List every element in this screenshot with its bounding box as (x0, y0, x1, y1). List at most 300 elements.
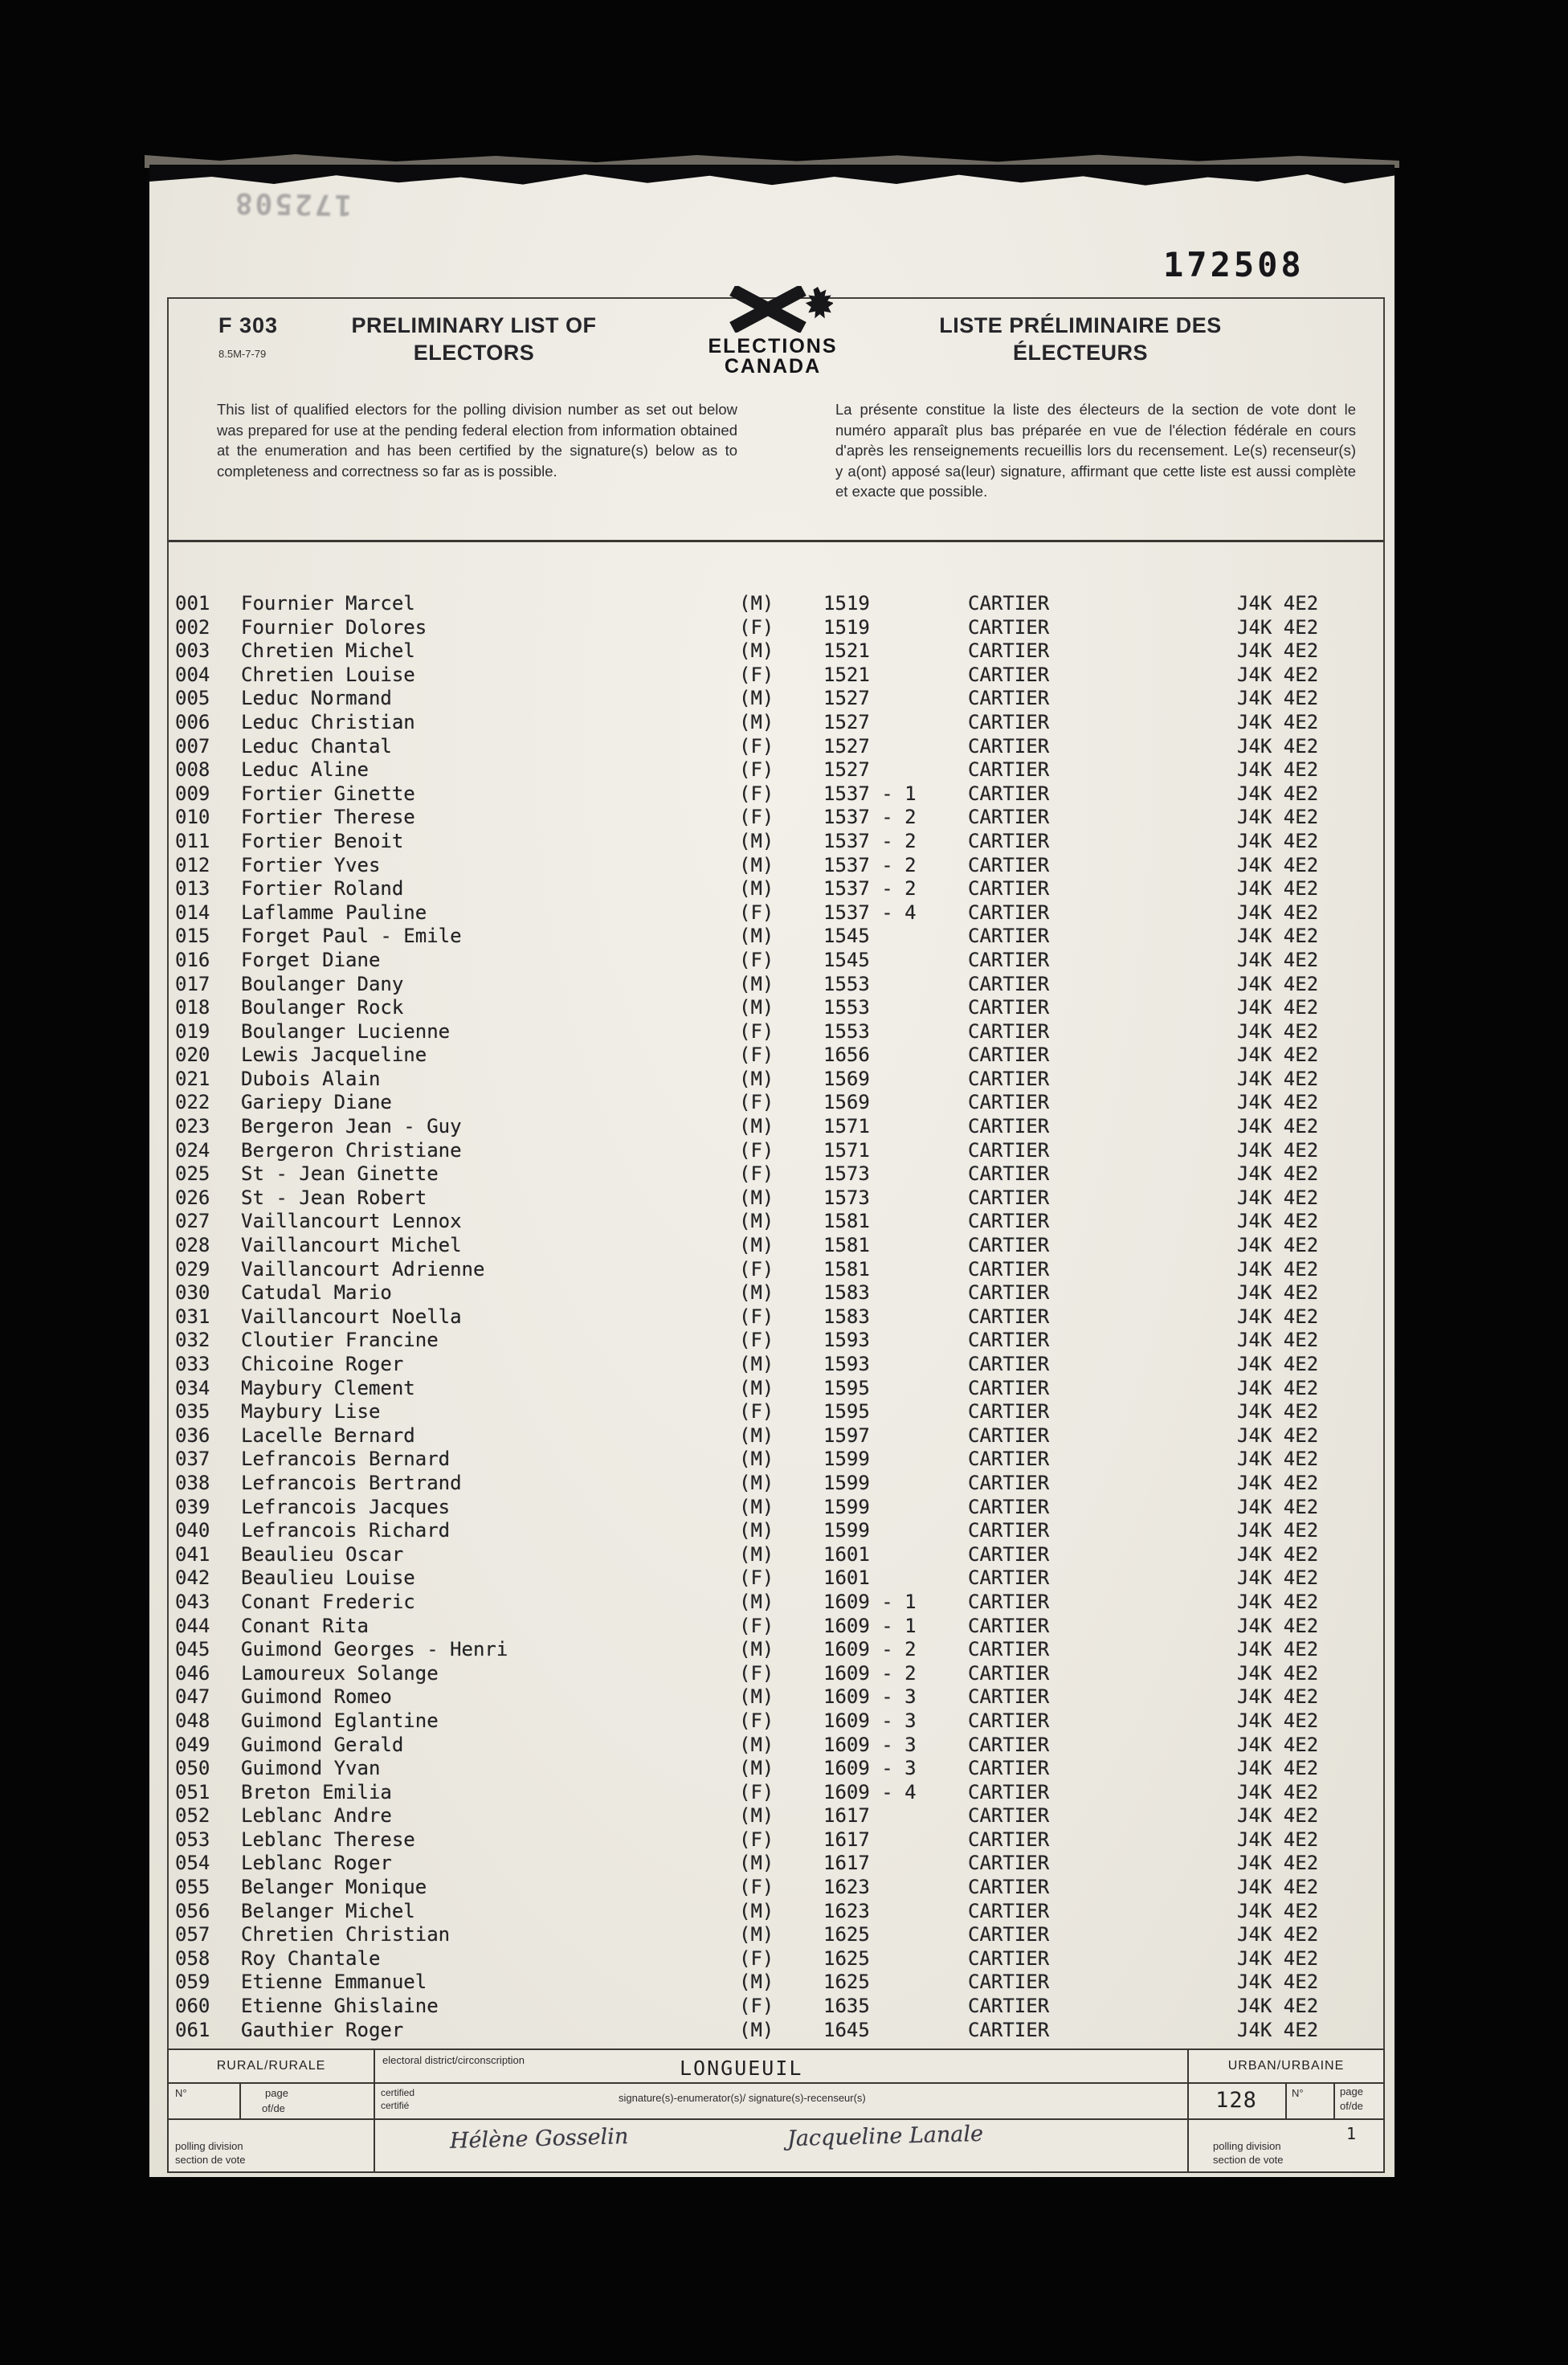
elector-sex: (M) (739, 1923, 774, 1946)
footer-certification-table (167, 2048, 1385, 2173)
elector-number: 004 (175, 663, 210, 686)
elector-number: 056 (175, 1899, 210, 1922)
elector-number: 001 (175, 592, 210, 615)
elector-number: 019 (175, 1019, 210, 1043)
elector-sex: (M) (739, 1067, 774, 1090)
elector-name: St - Jean Ginette (241, 1162, 439, 1186)
elector-civic-number: 1537 - 2 (823, 877, 917, 901)
elector-sex: (M) (739, 2018, 774, 2041)
elector-civic-number: 1569 (823, 1067, 870, 1090)
elector-name: Breton Emilia (241, 1780, 392, 1803)
elector-street: CARTIER (968, 1661, 1050, 1685)
elector-postal-code: J4K 4E2 (1237, 1400, 1319, 1423)
elector-civic-number: 1617 (823, 1828, 870, 1851)
elector-row (175, 664, 1383, 688)
elector-number: 006 (175, 710, 210, 733)
elector-name: Forget Diane (241, 948, 381, 971)
elector-street: CARTIER (968, 1876, 1050, 1899)
elector-postal-code: J4K 4E2 (1237, 1899, 1319, 1922)
elector-civic-number: 1617 (823, 1804, 870, 1828)
elector-name: Fournier Marcel (241, 592, 415, 615)
title-english-line2: ELECTORS (413, 341, 535, 365)
elector-row (175, 1472, 1383, 1496)
elector-name: Chretien Christian (241, 1923, 451, 1946)
district-value: LONGUEUIL (680, 2057, 803, 2080)
elector-number: 052 (175, 1804, 210, 1828)
elector-name: Maybury Clement (241, 1376, 415, 1399)
elector-name: Lefrancois Richard (241, 1519, 451, 1542)
elector-street: CARTIER (968, 1067, 1050, 1090)
elector-row (175, 1115, 1383, 1139)
elector-postal-code: J4K 4E2 (1237, 1661, 1319, 1685)
elector-row (175, 711, 1383, 735)
elector-sex: (M) (739, 829, 774, 852)
elector-postal-code: J4K 4E2 (1237, 1162, 1319, 1186)
elector-row (175, 1091, 1383, 1115)
elector-postal-code: J4K 4E2 (1237, 782, 1319, 805)
elector-street: CARTIER (968, 639, 1050, 663)
elector-sex: (M) (739, 1685, 774, 1709)
elector-street: CARTIER (968, 782, 1050, 805)
elector-civic-number: 1609 - 3 (823, 1757, 917, 1780)
elector-name: Fournier Dolores (241, 615, 427, 639)
elector-postal-code: J4K 4E2 (1237, 1044, 1319, 1067)
footer-divider (1333, 2082, 1335, 2118)
elector-name: Bergeron Jean - Guy (241, 1115, 462, 1138)
elector-row (175, 1543, 1383, 1567)
elector-civic-number: 1537 - 4 (823, 901, 917, 924)
elector-civic-number: 1625 (823, 1971, 870, 1994)
elector-civic-number: 1581 (823, 1234, 870, 1257)
elector-sex: (M) (739, 687, 774, 710)
elector-postal-code: J4K 4E2 (1237, 1329, 1319, 1352)
elector-sex: (F) (739, 758, 774, 782)
elector-postal-code: J4K 4E2 (1237, 1115, 1319, 1138)
elector-civic-number: 1583 (823, 1281, 870, 1305)
elector-postal-code: J4K 4E2 (1237, 687, 1319, 710)
elector-civic-number: 1527 (823, 758, 870, 782)
ofde-label-right: of/de (1340, 2100, 1363, 2112)
signature-enumerator-1: Hélène Gosselin (449, 2124, 629, 2154)
elector-name: Guimond Georges - Henri (241, 1638, 508, 1661)
elector-row (175, 1187, 1383, 1211)
elector-row (175, 639, 1383, 664)
elector-street: CARTIER (968, 1257, 1050, 1281)
elector-sex: (F) (739, 1709, 774, 1732)
elector-row (175, 1709, 1383, 1734)
elector-sex: (M) (739, 1376, 774, 1399)
elector-postal-code: J4K 4E2 (1237, 639, 1319, 663)
elector-number: 007 (175, 734, 210, 758)
elector-number: 009 (175, 782, 210, 805)
elector-street: CARTIER (968, 901, 1050, 924)
elector-postal-code: J4K 4E2 (1237, 1067, 1319, 1090)
form-print-code: 8.5M-7-79 (218, 348, 267, 360)
elector-row (175, 2019, 1383, 2043)
stamp-mirrored: 172508 (232, 186, 353, 222)
elector-name: Leduc Aline (241, 758, 369, 782)
elector-sex: (F) (739, 806, 774, 829)
elector-civic-number: 1553 (823, 996, 870, 1019)
elector-row (175, 758, 1383, 782)
elector-name: Fortier Ginette (241, 782, 415, 805)
elector-row (175, 1734, 1383, 1758)
elector-postal-code: J4K 4E2 (1237, 710, 1319, 733)
elector-row (175, 1685, 1383, 1709)
elector-street: CARTIER (968, 1305, 1050, 1328)
logo-word-canada: CANADA (724, 355, 822, 378)
elector-postal-code: J4K 4E2 (1237, 1138, 1319, 1162)
elector-sex: (F) (739, 663, 774, 686)
elector-sex: (M) (739, 1852, 774, 1875)
elector-row (175, 1353, 1383, 1377)
elector-number: 011 (175, 829, 210, 852)
elector-street: CARTIER (968, 1234, 1050, 1257)
elector-row (175, 1995, 1383, 2019)
elector-street: CARTIER (968, 1946, 1050, 1970)
elector-civic-number: 1609 - 1 (823, 1590, 917, 1613)
elector-postal-code: J4K 4E2 (1237, 1566, 1319, 1590)
elector-postal-code: J4K 4E2 (1237, 1876, 1319, 1899)
elector-number: 061 (175, 2018, 210, 2041)
elector-civic-number: 1527 (823, 710, 870, 733)
elector-postal-code: J4K 4E2 (1237, 1471, 1319, 1494)
elector-postal-code: J4K 4E2 (1237, 663, 1319, 686)
elector-name: Dubois Alain (241, 1067, 381, 1090)
polling-division-label-left-fr: section de vote (175, 2154, 246, 2166)
elector-number: 054 (175, 1852, 210, 1875)
elector-postal-code: J4K 4E2 (1237, 615, 1319, 639)
elector-row (175, 925, 1383, 949)
certified-label-fr: certifié (381, 2100, 410, 2111)
elector-civic-number: 1527 (823, 734, 870, 758)
elector-street: CARTIER (968, 1400, 1050, 1423)
elector-postal-code: J4K 4E2 (1237, 853, 1319, 876)
elector-name: Fortier Roland (241, 877, 404, 901)
title-french-line1: LISTE PRÉLIMINAIRE DES (939, 313, 1222, 337)
elector-postal-code: J4K 4E2 (1237, 1448, 1319, 1471)
elector-postal-code: J4K 4E2 (1237, 877, 1319, 901)
elector-number: 024 (175, 1138, 210, 1162)
elector-row (175, 1615, 1383, 1639)
elector-civic-number: 1581 (823, 1257, 870, 1281)
elector-row (175, 1305, 1383, 1330)
elector-civic-number: 1609 - 4 (823, 1780, 917, 1803)
elector-postal-code: J4K 4E2 (1237, 1305, 1319, 1328)
elector-number: 044 (175, 1614, 210, 1637)
elector-sex: (M) (739, 1423, 774, 1447)
elector-street: CARTIER (968, 615, 1050, 639)
elector-civic-number: 1597 (823, 1423, 870, 1447)
elector-name: Lacelle Bernard (241, 1423, 415, 1447)
elector-row (175, 687, 1383, 711)
elector-street: CARTIER (968, 1614, 1050, 1637)
elector-name: Fortier Benoit (241, 829, 404, 852)
elector-street: CARTIER (968, 663, 1050, 686)
elector-civic-number: 1521 (823, 663, 870, 686)
elector-street: CARTIER (968, 734, 1050, 758)
elector-street: CARTIER (968, 1709, 1050, 1732)
elector-sex: (M) (739, 1281, 774, 1305)
elector-sex: (M) (739, 639, 774, 663)
elector-street: CARTIER (968, 996, 1050, 1019)
elector-civic-number: 1645 (823, 2018, 870, 2041)
elector-number: 028 (175, 1234, 210, 1257)
elector-name: Cloutier Francine (241, 1329, 439, 1352)
elector-sex: (M) (739, 1353, 774, 1375)
elector-name: Guimond Gerald (241, 1733, 404, 1756)
elector-number: 041 (175, 1542, 210, 1566)
elector-postal-code: J4K 4E2 (1237, 1923, 1319, 1946)
elector-row (175, 1281, 1383, 1305)
elector-postal-code: J4K 4E2 (1237, 758, 1319, 782)
elector-sex: (F) (739, 734, 774, 758)
elector-name: Boulanger Dany (241, 972, 404, 995)
elector-row (175, 1757, 1383, 1781)
elector-sex: (F) (739, 1400, 774, 1423)
elector-number: 039 (175, 1495, 210, 1518)
elector-street: CARTIER (968, 1353, 1050, 1375)
elector-number: 049 (175, 1733, 210, 1756)
page-value: 1 (1346, 2124, 1358, 2143)
elector-name: Conant Rita (241, 1614, 369, 1637)
elector-sex: (F) (739, 1946, 774, 1970)
elector-sex: (M) (739, 1590, 774, 1613)
elector-sex: (M) (739, 1115, 774, 1138)
elector-street: CARTIER (968, 1471, 1050, 1494)
footer-divider (374, 2050, 375, 2171)
elector-street: CARTIER (968, 710, 1050, 733)
elector-name: Leblanc Roger (241, 1852, 392, 1875)
elector-number: 035 (175, 1400, 210, 1423)
elector-civic-number: 1623 (823, 1899, 870, 1922)
elector-postal-code: J4K 4E2 (1237, 1186, 1319, 1209)
elector-row (175, 1662, 1383, 1686)
rural-label: RURAL/RURALE (216, 2059, 326, 2073)
elector-postal-code: J4K 4E2 (1237, 1495, 1319, 1518)
elector-number: 055 (175, 1876, 210, 1899)
elector-name: Vaillancourt Michel (241, 1234, 462, 1257)
elector-name: Belanger Monique (241, 1876, 427, 1899)
elector-sex: (M) (739, 1733, 774, 1756)
elector-sex: (M) (739, 1542, 774, 1566)
elector-sex: (M) (739, 1971, 774, 1994)
elector-postal-code: J4K 4E2 (1237, 1995, 1319, 2018)
elector-postal-code: J4K 4E2 (1237, 901, 1319, 924)
elector-postal-code: J4K 4E2 (1237, 1019, 1319, 1043)
elector-row (175, 1876, 1383, 1900)
elector-postal-code: J4K 4E2 (1237, 1281, 1319, 1305)
elector-row (175, 1210, 1383, 1234)
elector-number: 021 (175, 1067, 210, 1090)
elector-name: Beaulieu Oscar (241, 1542, 404, 1566)
elector-civic-number: 1599 (823, 1519, 870, 1542)
elector-civic-number: 1609 - 2 (823, 1661, 917, 1685)
elector-number: 003 (175, 639, 210, 663)
elector-number: 060 (175, 1995, 210, 2018)
elector-name: Fortier Yves (241, 853, 381, 876)
elector-street: CARTIER (968, 687, 1050, 710)
elector-number: 026 (175, 1186, 210, 1209)
elector-street: CARTIER (968, 1757, 1050, 1780)
elector-street: CARTIER (968, 925, 1050, 948)
elector-row (175, 1519, 1383, 1543)
elector-number: 058 (175, 1946, 210, 1970)
elector-civic-number: 1537 - 1 (823, 782, 917, 805)
elector-number: 031 (175, 1305, 210, 1328)
elector-name: Forget Paul - Emile (241, 925, 462, 948)
elector-civic-number: 1571 (823, 1115, 870, 1138)
elector-postal-code: J4K 4E2 (1237, 1614, 1319, 1637)
elector-sex: (F) (739, 1044, 774, 1067)
elector-civic-number: 1581 (823, 1210, 870, 1233)
elector-street: CARTIER (968, 2018, 1050, 2041)
elector-row (175, 1900, 1383, 1924)
elector-name: Guimond Romeo (241, 1685, 392, 1709)
elector-row (175, 1258, 1383, 1282)
logo-word-elections: ELECTIONS (708, 335, 838, 357)
elector-number: 005 (175, 687, 210, 710)
polling-division-label-left-en: polling division (175, 2140, 243, 2152)
elector-civic-number: 1595 (823, 1400, 870, 1423)
elector-row (175, 1162, 1383, 1187)
elector-name: Lamoureux Solange (241, 1661, 439, 1685)
elector-civic-number: 1595 (823, 1376, 870, 1399)
elector-street: CARTIER (968, 1186, 1050, 1209)
elector-street: CARTIER (968, 1019, 1050, 1043)
elector-civic-number: 1553 (823, 972, 870, 995)
district-label: electoral district/circonscription (382, 2054, 525, 2066)
elector-civic-number: 1527 (823, 687, 870, 710)
elector-row (175, 1781, 1383, 1805)
elector-row (175, 949, 1383, 973)
elector-number: 038 (175, 1471, 210, 1494)
certified-label-en: certified (381, 2087, 415, 2098)
elector-number: 030 (175, 1281, 210, 1305)
elector-civic-number: 1625 (823, 1923, 870, 1946)
elector-sex: (F) (739, 1329, 774, 1352)
elector-sex: (M) (739, 972, 774, 995)
elector-postal-code: J4K 4E2 (1237, 1852, 1319, 1875)
title-french-line2: ÉLECTEURS (1012, 341, 1149, 365)
elector-row (175, 592, 1383, 616)
elector-name: St - Jean Robert (241, 1186, 427, 1209)
elector-number: 023 (175, 1115, 210, 1138)
elector-sex: (F) (739, 1257, 774, 1281)
elector-row (175, 1139, 1383, 1163)
elector-street: CARTIER (968, 1044, 1050, 1067)
elector-number: 033 (175, 1353, 210, 1375)
elector-number: 008 (175, 758, 210, 782)
elector-sex: (M) (739, 1757, 774, 1780)
elector-sex: (F) (739, 1162, 774, 1186)
no-label-left: N° (175, 2087, 187, 2099)
elector-postal-code: J4K 4E2 (1237, 1733, 1319, 1756)
elector-name: Guimond Eglantine (241, 1709, 439, 1732)
title-english-line1: PRELIMINARY LIST OF (351, 313, 597, 337)
elector-sex: (F) (739, 1305, 774, 1328)
elector-number: 029 (175, 1257, 210, 1281)
elector-sex: (M) (739, 1210, 774, 1233)
elector-postal-code: J4K 4E2 (1237, 1210, 1319, 1233)
elections-canada-logo (692, 286, 853, 377)
elector-number: 022 (175, 1091, 210, 1114)
elector-row (175, 616, 1383, 640)
elector-street: CARTIER (968, 592, 1050, 615)
elector-sex: (M) (739, 1186, 774, 1209)
elector-postal-code: J4K 4E2 (1237, 1542, 1319, 1566)
elector-number: 050 (175, 1757, 210, 1780)
signature-enumerator-2: Jacqueline Lanale (786, 2121, 984, 2152)
elector-name: Lefrancois Bertrand (241, 1471, 462, 1494)
elector-civic-number: 1569 (823, 1091, 870, 1114)
elector-sex: (F) (739, 948, 774, 971)
elector-row (175, 1329, 1383, 1353)
elector-sex: (F) (739, 1780, 774, 1803)
elector-postal-code: J4K 4E2 (1237, 1423, 1319, 1447)
elector-civic-number: 1537 - 2 (823, 853, 917, 876)
elector-street: CARTIER (968, 758, 1050, 782)
elector-number: 002 (175, 615, 210, 639)
elector-number: 059 (175, 1971, 210, 1994)
elector-number: 012 (175, 853, 210, 876)
elector-name: Vaillancourt Lennox (241, 1210, 462, 1233)
elector-row (175, 1828, 1383, 1852)
elector-number: 051 (175, 1780, 210, 1803)
elector-sex: (M) (739, 1234, 774, 1257)
elector-number: 040 (175, 1519, 210, 1542)
elector-street: CARTIER (968, 1210, 1050, 1233)
elector-street: CARTIER (968, 1091, 1050, 1114)
elector-sex: (M) (739, 1519, 774, 1542)
elector-number: 020 (175, 1044, 210, 1067)
elector-name: Catudal Mario (241, 1281, 392, 1305)
elector-sex: (F) (739, 1566, 774, 1590)
elector-row (175, 782, 1383, 807)
elector-sex: (M) (739, 996, 774, 1019)
elector-name: Bergeron Christiane (241, 1138, 462, 1162)
elector-number: 027 (175, 1210, 210, 1233)
elector-row (175, 830, 1383, 854)
elector-sex: (F) (739, 1876, 774, 1899)
elector-sex: (M) (739, 925, 774, 948)
elector-number: 014 (175, 901, 210, 924)
elector-name: Vaillancourt Adrienne (241, 1257, 485, 1281)
logo-wordmark (692, 337, 853, 377)
elector-row (175, 1234, 1383, 1258)
form-box (167, 297, 1385, 2173)
elector-row (175, 1971, 1383, 1995)
elector-civic-number: 1609 - 3 (823, 1685, 917, 1709)
elector-postal-code: J4K 4E2 (1237, 1257, 1319, 1281)
elector-number: 037 (175, 1448, 210, 1471)
elector-sex: (F) (739, 1138, 774, 1162)
elector-postal-code: J4K 4E2 (1237, 829, 1319, 852)
elector-row (175, 1852, 1383, 1876)
elector-row (175, 1424, 1383, 1448)
elector-row (175, 901, 1383, 925)
elector-postal-code: J4K 4E2 (1237, 1971, 1319, 1994)
elector-civic-number: 1625 (823, 1946, 870, 1970)
elector-postal-code: J4K 4E2 (1237, 948, 1319, 971)
elector-number: 025 (175, 1162, 210, 1186)
elector-postal-code: J4K 4E2 (1237, 1590, 1319, 1613)
elector-list (169, 592, 1383, 2042)
elector-postal-code: J4K 4E2 (1237, 1376, 1319, 1399)
elector-street: CARTIER (968, 1162, 1050, 1186)
elector-name: Fortier Therese (241, 806, 415, 829)
elector-name: Gariepy Diane (241, 1091, 392, 1114)
